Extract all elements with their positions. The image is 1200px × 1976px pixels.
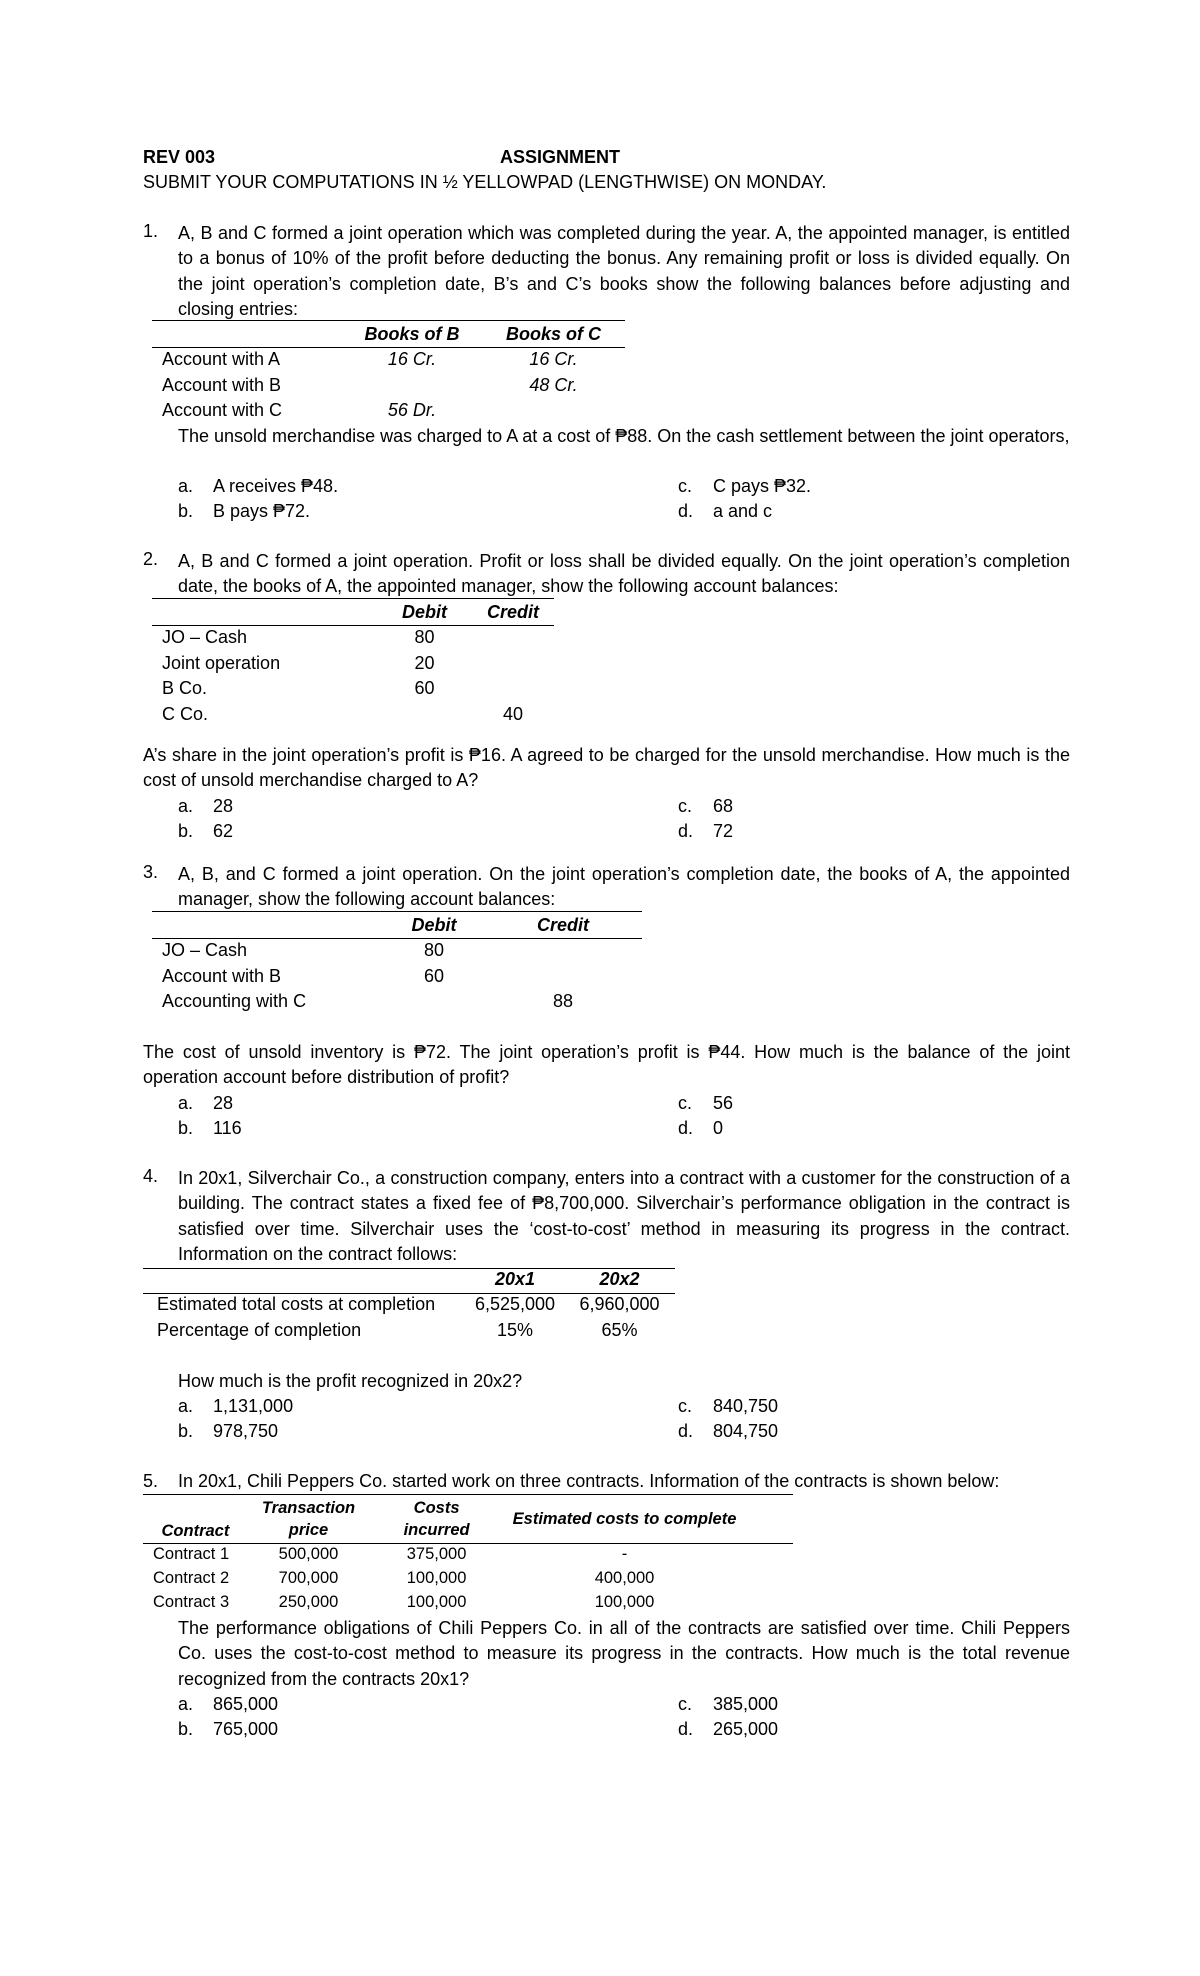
table-row: Accounting with C 88 <box>162 991 574 1012</box>
q4-col-20x1: 20x1 <box>494 1269 536 1289</box>
table-row: Account with B 60 <box>162 965 445 986</box>
q5-table-top-rule <box>143 1494 793 1495</box>
q1-col-books-c: Books of C <box>505 324 601 344</box>
q5-choice-c: 385,000 <box>713 1694 779 1714</box>
q5-col-contract: Contract <box>161 1522 230 1540</box>
table-row: Estimated total costs at completion 6,525,000 6,960,000 <box>157 1294 660 1315</box>
doc-instruction: SUBMIT YOUR COMPUTATIONS IN ½ YELLOWPAD (LENGTHWISE) ON MONDAY. <box>143 172 827 192</box>
q4-choice-c-letter: c. <box>678 1396 693 1416</box>
table-row: Contract 3 250,000 100,000 100,000 <box>153 1593 655 1611</box>
q5-choice-a-letter: a. <box>178 1694 194 1714</box>
q4-table-header-rule <box>143 1293 675 1294</box>
q3-choice-d: 0 <box>713 1118 724 1138</box>
q1-number: 1. <box>143 221 159 241</box>
q2-choice-b-letter: b. <box>178 821 194 841</box>
q2-text: A, B and C formed a joint operation. Profit or loss shall be divided equally. On the joint operation’s completion date, the books of A, the appointed manager, show the following account balances: <box>178 551 1070 597</box>
q1-choice-c-letter: c. <box>678 476 693 496</box>
q4-number: 4. <box>143 1166 159 1186</box>
q1-choice-b-letter: b. <box>178 501 194 521</box>
q3-text2: The cost of unsold inventory is ₱72. The joint operation’s profit is ₱44. How much is the balance of the joint operation account before distribution of profit? <box>143 1042 1070 1088</box>
table-row: Account with A 16 Cr. 16 Cr. <box>162 349 578 370</box>
q3-choice-d-letter: d. <box>678 1118 694 1138</box>
q3-table-top-rule <box>152 911 642 912</box>
table-row: Account with B 48 Cr. <box>162 374 578 395</box>
q4-table <box>143 1267 675 1343</box>
table-row: C Co. 40 <box>162 703 524 724</box>
q5-table <box>143 1496 793 1614</box>
doc-code: REV 003 <box>143 147 216 167</box>
q5-table-header <box>143 1496 793 1542</box>
q5-choice-d: 265,000 <box>713 1719 779 1739</box>
table-row: Joint operation 20 <box>162 652 435 673</box>
q4-text2: How much is the profit recognized in 20x2? <box>178 1371 523 1391</box>
q5-choice-c-letter: c. <box>678 1694 693 1714</box>
q1-choice-a: A receives ₱48. <box>213 476 339 496</box>
q1-text: A, B and C formed a joint operation which was completed during the year. A, the appointed manager, is entitled to a bonus of 10% of the profit before deducting the bonus. Any remaining profit or loss is divided equally. On the joint operation’s completion date, B’s and C’s books show the following balances before adjusting and closing entries: <box>178 223 1070 320</box>
q2-number: 2. <box>143 549 159 569</box>
q2-table <box>152 600 554 727</box>
q2-choice-d-letter: d. <box>678 821 694 841</box>
q5-choice-d-letter: d. <box>678 1719 694 1739</box>
table-row: JO – Cash 80 <box>162 940 445 961</box>
q4-choice-a-letter: a. <box>178 1396 194 1416</box>
q2-choice-a-letter: a. <box>178 796 194 816</box>
q1-text2: The unsold merchandise was charged to A at a cost of ₱88. On the cash settlement between the joint operators, <box>178 426 1070 446</box>
q3-choice-a-letter: a. <box>178 1093 194 1113</box>
q2-table-header <box>152 600 554 625</box>
table-row: JO – Cash 80 <box>162 627 435 648</box>
q2-text2: A’s share in the joint operation’s profit is ₱16. A agreed to be charged for the unsold merchandise. How much is the cost of unsold merchandise charged to A? <box>143 745 1070 791</box>
q1-choice-b: B pays ₱72. <box>213 501 311 521</box>
q4-choice-a: 1,131,000 <box>213 1396 294 1416</box>
q1-col-books-b: Books of B <box>364 324 460 344</box>
q1-choice-a-letter: a. <box>178 476 194 496</box>
q2-table-header-rule <box>152 625 554 626</box>
q1-choice-d: a and c <box>713 501 773 521</box>
q3-col-debit: Debit <box>411 915 457 935</box>
q5-table-header-rule <box>143 1543 793 1544</box>
q3-col-credit: Credit <box>536 915 589 935</box>
q5-col-estimated-costs: Estimated costs to complete <box>512 1510 737 1528</box>
q5-text2: The performance obligations of Chili Peppers Co. in all of the contracts are satisfied over time. Chili Peppers Co. uses the cost-to-cost method to measure its progress in the contracts. How much is the total revenue recognized from the contracts 20x1? <box>178 1618 1070 1689</box>
q5-choice-a: 865,000 <box>213 1694 279 1714</box>
q3-choice-b-letter: b. <box>178 1118 194 1138</box>
q5-text: In 20x1, Chili Peppers Co. started work on three contracts. Information of the contracts is shown below: <box>178 1471 1000 1491</box>
q3-table-header-rule <box>152 938 642 939</box>
q1-table <box>152 322 625 424</box>
q2-col-debit: Debit <box>402 602 447 622</box>
q3-choice-a: 28 <box>213 1093 234 1113</box>
q5-choice-b-letter: b. <box>178 1719 194 1739</box>
q1-table-top-rule <box>152 320 625 321</box>
q2-choice-b: 62 <box>213 821 234 841</box>
q4-choice-c: 840,750 <box>713 1396 779 1416</box>
q4-choice-b-letter: b. <box>178 1421 194 1441</box>
q4-choice-d: 804,750 <box>713 1421 779 1441</box>
q4-table-header <box>143 1267 675 1292</box>
q1-table-header-rule <box>152 347 625 348</box>
q4-col-20x2: 20x2 <box>599 1269 640 1289</box>
q3-text: A, B, and C formed a joint operation. On the joint operation’s completion date, the books of A, the appointed manager, show the following account balances: <box>178 864 1070 910</box>
q5-col-transaction-price: Transaction price <box>261 1499 356 1539</box>
doc-title: ASSIGNMENT <box>500 147 621 167</box>
q4-text: In 20x1, Silverchair Co., a construction company, enters into a contract with a customer for the construction of a building. The contract states a fixed fee of ₱8,700,000. Silverchair’s performance obligation in the contract is satisfied over time. Silverchair uses the ‘cost-to-cost’ method in measuring its progress in the contract. Information on the contract follows: <box>178 1168 1070 1265</box>
q3-number: 3. <box>143 862 159 882</box>
q2-table-top-rule <box>152 598 554 599</box>
q3-table <box>152 913 642 1015</box>
q3-table-header <box>152 913 642 938</box>
q1-table-header <box>152 322 625 347</box>
q3-choice-c: 56 <box>713 1093 734 1113</box>
q2-choice-c-letter: c. <box>678 796 693 816</box>
q3-choice-b: 116 <box>213 1118 242 1138</box>
table-row: Contract 1 500,000 375,000 - <box>153 1545 628 1563</box>
q4-choice-d-letter: d. <box>678 1421 694 1441</box>
q2-choice-a: 28 <box>213 796 234 816</box>
q5-choice-b: 765,000 <box>213 1719 279 1739</box>
q2-choice-d: 72 <box>713 821 734 841</box>
q3-choice-c-letter: c. <box>678 1093 693 1113</box>
q1-choice-c: C pays ₱32. <box>713 476 812 496</box>
q5-number: 5. <box>143 1471 159 1491</box>
table-row: Percentage of completion 15% 65% <box>157 1319 638 1340</box>
q4-choice-b: 978,750 <box>213 1421 279 1441</box>
q2-choice-c: 68 <box>713 796 734 816</box>
q2-col-credit: Credit <box>486 602 539 622</box>
table-row: B Co. 60 <box>162 678 435 699</box>
table-row: Contract 2 700,000 100,000 400,000 <box>153 1569 655 1587</box>
table-row: Account with C 56 Dr. <box>162 400 437 421</box>
q1-choice-d-letter: d. <box>678 501 694 521</box>
q5-col-costs-incurred: Costs incurred <box>403 1499 470 1539</box>
